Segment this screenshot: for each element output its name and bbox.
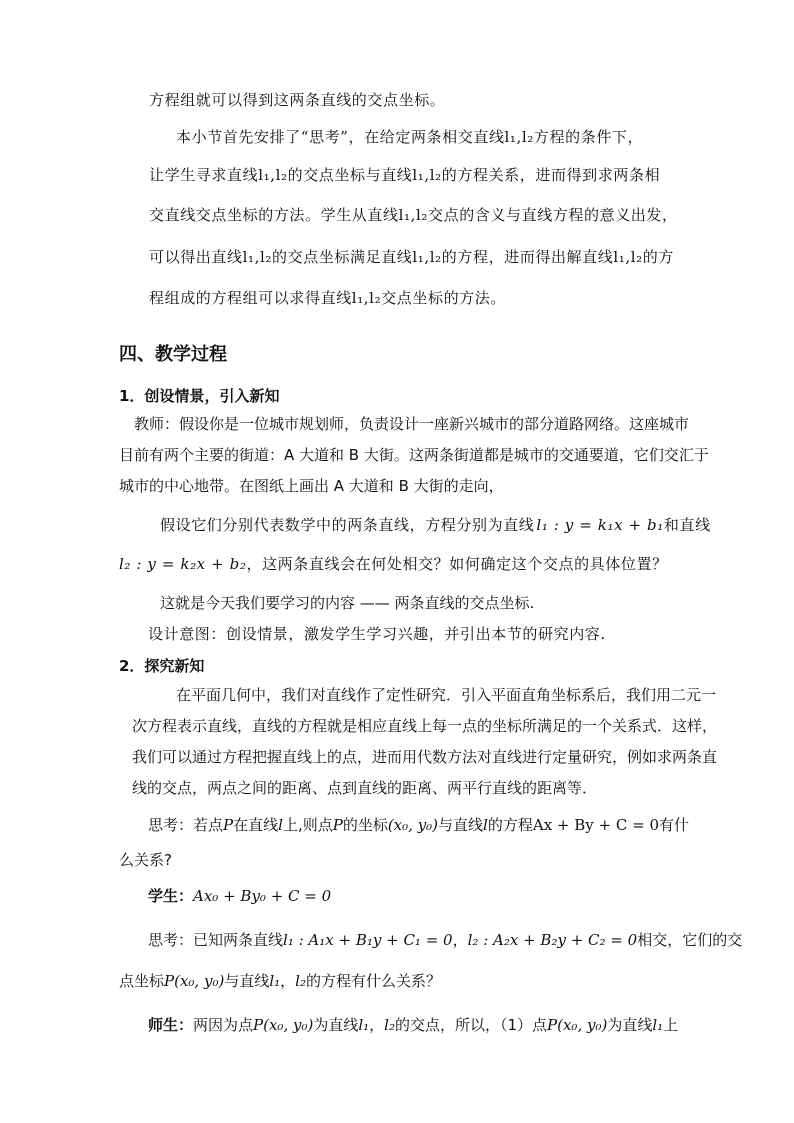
teacher-paragraph-line-3: 城市的中心地带。在图纸上画出 A 大道和 B 大街的走向， (119, 477, 504, 495)
ts-text-b: 为直线 (313, 1016, 359, 1034)
think-1-text-e: 与直线 (438, 816, 484, 834)
teacher-text-a: 假设你是一位城市规划师，负责设计一座新兴城市的部分道路网络。这座城市 (179, 415, 690, 433)
line-l1-general: l₁ : A₁x + B₁y + C₁ = 0 (283, 931, 453, 949)
lines-text-tail: 和直线 (663, 516, 711, 534)
intro-line-3: 让学生寻求直线l₁,l₂的交点坐标与直线l₁,l₂的方程关系，进而得到求两条相 (149, 166, 661, 184)
think-2-text-d: 与直线 (224, 972, 270, 990)
section-title: 四、教学过程 (119, 344, 227, 365)
lines-text-a: 假设它们分别代表数学中的两条直线，方程分别为直线 (160, 516, 535, 534)
ts-comma: ， (369, 1016, 385, 1034)
think-2-text-e: 的方程有什么关系？ (305, 972, 441, 990)
general-line-equation: Ax + By + C = 0 (532, 816, 659, 834)
lines-paragraph-line-2 (119, 554, 668, 574)
ts-line-l1: l₁ (358, 1016, 370, 1034)
subsection-title-2: 2．探究新知 (119, 657, 205, 675)
point-p-2: P (332, 816, 343, 834)
think-1-text-a: 思考：若点 (148, 816, 224, 834)
think-1-text-g: 有什 (659, 816, 690, 834)
think-2-comma: ， (280, 972, 296, 990)
ts-text-e: 上 (663, 1016, 679, 1034)
think-1-line-2: 么关系? (119, 851, 172, 869)
think-1-line-1 (148, 815, 689, 835)
point-p: P (223, 816, 234, 834)
line-l: l (278, 816, 283, 834)
ts-point: P(x₀, y₀) (253, 1016, 314, 1034)
think-2-line-1 (148, 930, 742, 950)
think-1-text-f: 的方程 (487, 816, 533, 834)
intro-line-4: 交直线交点坐标的方法。学生从直线l₁,l₂交点的含义与直线方程的意义出发， (149, 206, 678, 224)
lines-question: ，这两条直线会在何处相交？如何确定这个交点的具体位置？ (246, 555, 668, 573)
think-2-text-a: 思考：已知两条直线 (148, 931, 284, 949)
think-2-sep: ， (452, 931, 468, 949)
subsection-title-1: 1．创设情景，引入新知 (119, 387, 280, 405)
teacher-paragraph-line-1 (134, 414, 689, 434)
intro-line-2: 本小节首先安排了“思考”，在给定两条相交直线l₁,l₂方程的条件下， (176, 128, 644, 146)
line-l1-equation: l₁ : y = k₁x + b₁ (536, 516, 664, 534)
intro-line-6: 程组成的方程组可以求得直线l₁,l₂交点坐标的方法。 (149, 289, 506, 307)
line-l2-equation: l₂ : y = k₂x + b₂ (119, 555, 247, 573)
line-l2-symbol: l₂ (295, 972, 306, 990)
student-answer (148, 886, 331, 906)
today-topic: 这就是今天我们要学习的内容 —— 两条直线的交点坐标. (160, 594, 535, 612)
think-1-text-c: 上,则点 (282, 816, 333, 834)
student-label: 学生： (148, 887, 194, 905)
line-l1-symbol: l₁ (269, 972, 281, 990)
intro-line-1: 方程组就可以得到这两条直线的交点坐标。 (149, 91, 446, 109)
teacher-paragraph-line-2: 目前有两个主要的街道：A 大道和 B 大街。这两条街道都是城市的交通要道，它们交汇于 (119, 446, 709, 464)
think-1-text-d: 的坐标 (342, 816, 388, 834)
ts-text-d: 为直线 (607, 1016, 653, 1034)
think-2-line-2 (119, 971, 441, 991)
explore-line-4: 线的交点，两点之间的距离、点到直线的距离、两平行直线的距离等． (132, 779, 598, 797)
ts-line-l2: l₂ (384, 1016, 395, 1034)
think-2-text-b: 相交，它们的交 (637, 931, 743, 949)
explore-line-2: 次方程表示直线，直线的方程就是相应直线上每一点的坐标所满足的一个关系式．这样， (132, 717, 718, 735)
think-1-text-b: 在直线 (233, 816, 279, 834)
design-intent: 设计意图：创设情景，激发学生学习兴趣，并引出本节的研究内容. (148, 625, 606, 643)
line-l2-general: l₂ : A₂x + B₂y + C₂ = 0 (467, 931, 638, 949)
ts-point-2: P(x₀, y₀) (547, 1016, 608, 1034)
intro-line-5: 可以得出直线l₁,l₂的交点坐标满足直线l₁,l₂的方程，进而得出解直线l₁,l₂的方 (149, 248, 674, 266)
ts-line-l1-b: l₁ (652, 1016, 664, 1034)
ts-text-c: 的交点，所以，（1）点 (394, 1016, 548, 1034)
teacher-student-line (148, 1015, 678, 1035)
teacher-label: 教师： (134, 415, 180, 433)
think-2-text-c: 点坐标 (119, 972, 165, 990)
intersection-point: P(x₀, y₀) (164, 972, 225, 990)
explore-line-3: 我们可以通过方程把握直线上的点，进而用代数方法对直线进行定量研究，例如求两条直 (132, 748, 718, 766)
point-coordinate: (x₀, y₀) (387, 816, 439, 834)
explore-line-1: 在平面几何中，我们对直线作了定性研究．引入平面直角坐标系后，我们用二元一 (176, 686, 717, 704)
student-equation: Ax₀ + By₀ + C = 0 (193, 887, 332, 905)
lines-paragraph-line-1 (160, 515, 711, 535)
line-l-2: l (483, 816, 488, 834)
teacher-student-label: 师生： (148, 1016, 194, 1034)
ts-text-a: 两因为点 (193, 1016, 254, 1034)
